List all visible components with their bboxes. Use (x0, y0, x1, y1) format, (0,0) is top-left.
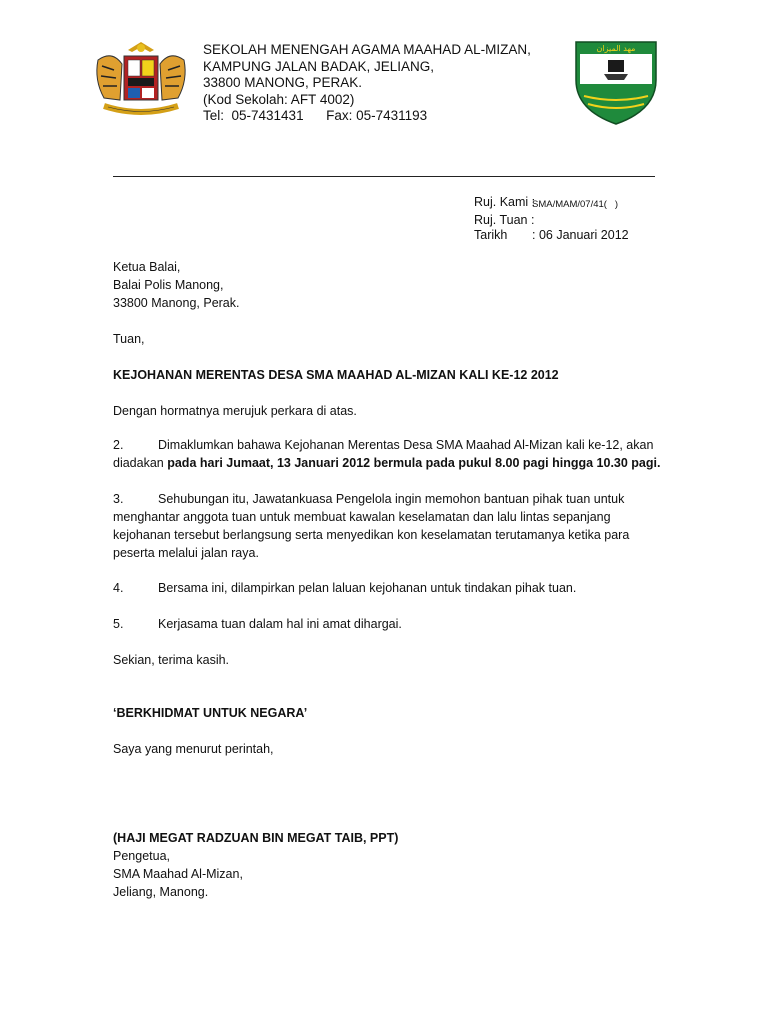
paragraph-5 (113, 615, 402, 633)
recipient-address (113, 258, 239, 312)
paragraph-number: 3. (113, 492, 124, 506)
signatory-title: Pengetua, (113, 849, 170, 863)
paragraph-number: 5. (113, 617, 124, 631)
tarikh-label: Tarikh (474, 228, 508, 242)
header-divider (113, 176, 655, 177)
paragraph-text: kejohanan tersebut berlangsung serta menyedikan kon keselamatan terutamanya ketika para (113, 528, 630, 542)
signatory-block (113, 829, 398, 901)
school-shield-logo-icon (574, 40, 658, 126)
logo-arabic-text: مهد الميزان (596, 44, 636, 53)
event-datetime: pada hari Jumaat, 13 Januari 2012 bermula pada pukul 8.00 pagi hingga 10.30 pagi. (167, 456, 661, 470)
opening-line: Dengan hormatnya merujuk perkara di atas. (113, 404, 357, 418)
ruj-kami-value: SMA/MAM/07/41( ) (532, 199, 619, 210)
motto: ‘BERKHIDMAT UNTUK NEGARA’ (113, 706, 308, 720)
ruj-kami-label: Ruj. Kami : (474, 195, 536, 209)
recipient-line: Balai Polis Manong, (113, 278, 224, 292)
signatory-title: Jeliang, Manong. (113, 885, 209, 899)
closing-line: Sekian, terima kasih. (113, 653, 230, 667)
reference-block (474, 195, 629, 244)
school-name: SEKOLAH MENENGAH AGAMA MAAHAD AL-MIZAN, (203, 42, 531, 57)
tarikh-value: : 06 Januari 2012 (532, 228, 629, 242)
ruj-tuan-row (474, 213, 629, 229)
signatory-title: SMA Maahad Al-Mizan, (113, 867, 243, 881)
paragraph-number: 4. (113, 581, 124, 595)
recipient-line: 33800 Manong, Perak. (113, 296, 240, 310)
school-postcode: 33800 MANONG, PERAK. (203, 75, 363, 90)
recipient-line: Ketua Balai, (113, 260, 181, 274)
paragraph-text: Sehubungan itu, Jawatankuasa Pengelola ingin memohon bantuan pihak tuan untuk (158, 492, 625, 506)
paragraph-2 (113, 436, 673, 472)
paragraph-4 (113, 579, 576, 597)
salutation: Tuan, (113, 332, 145, 346)
paragraph-number: 2. (113, 438, 124, 452)
paragraph-3 (113, 490, 673, 562)
paragraph-text: Kerjasama tuan dalam hal ini amat dihargai. (158, 617, 402, 631)
sign-off: Saya yang menurut perintah, (113, 742, 274, 756)
paragraph-text: menghantar anggota tuan untuk membuat kawalan keselamatan dan lalu lintas sepanjang (113, 510, 611, 524)
school-code: (Kod Sekolah: AFT 4002) (203, 91, 355, 107)
ruj-kami-row (474, 195, 629, 213)
malaysia-coat-of-arms-icon (90, 40, 192, 122)
ruj-tuan-label: Ruj. Tuan : (474, 212, 535, 227)
paragraph-text: diadakan (113, 456, 168, 470)
tarikh-row (474, 228, 629, 244)
school-contact: Tel: 05-7431431 Fax: 05-7431193 (203, 108, 428, 123)
paragraph-text: peserta melalui jalan raya. (113, 546, 259, 560)
paragraph-text: Bersama ini, dilampirkan pelan laluan kejohanan untuk tindakan pihak tuan. (158, 581, 577, 595)
letter-subject: KEJOHANAN MERENTAS DESA SMA MAAHAD AL-MIZAN KALI KE-12 2012 (113, 368, 559, 382)
signatory-name: (HAJI MEGAT RADZUAN BIN MEGAT TAIB, PPT) (113, 831, 399, 845)
paragraph-text: Dimaklumkan bahawa Kejohanan Merentas Desa SMA Maahad Al-Mizan kali ke-12, akan (158, 438, 654, 452)
school-address-block (203, 42, 531, 125)
school-street: KAMPUNG JALAN BADAK, JELIANG, (203, 58, 435, 74)
